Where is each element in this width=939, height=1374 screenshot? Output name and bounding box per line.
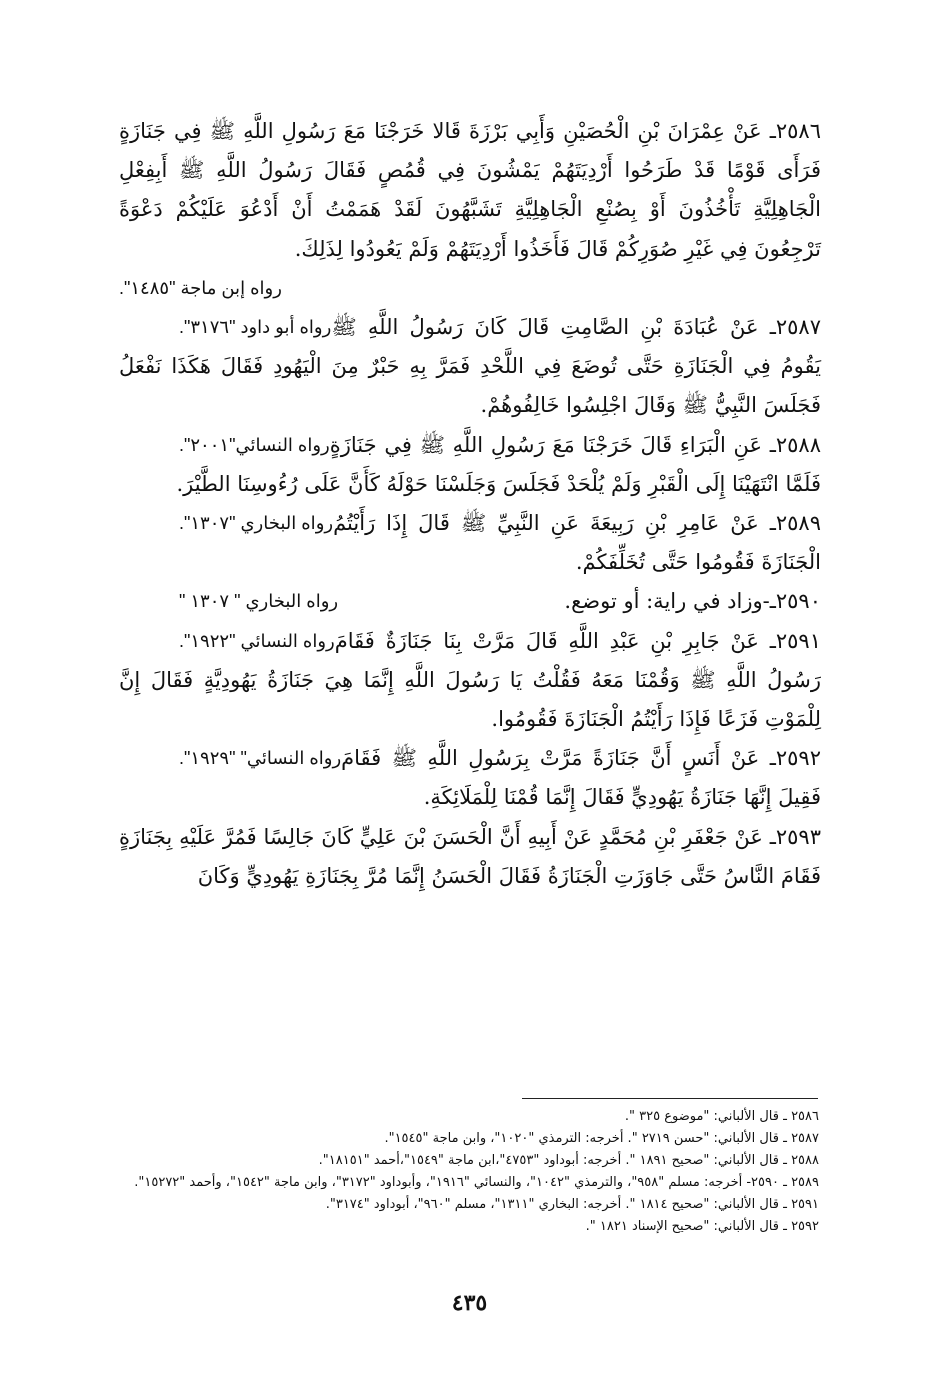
hadith-2593: ٢٥٩٣ـ عَنْ جَعْفَرِ بْنِ مُحَمَّدٍ عَنْ أَبِيهِ أَنَّ الْحَسَنَ بْنَ عَلِيٍّ كَانَ جَالِسًا فَمُرَّ عَلَيْهِ بِجَنَازَةٍ فَقَامَ النَّاسُ حَتَّى جَاوَزَتِ الْجَنَازَةُ فَقَالَ الْحَسَنُ إِنَّمَا مُرَّ بِجَنَازَةِ يَهُودِيٍّ وَكَانَ: [119, 824, 821, 888]
footnote: ٢٥٨٩ ـ ٢٥٩٠- أخرجه: مسلم "٩٥٨"، والترمذي "١٠٤٢"، والنسائي "١٩١٦"، وأبوداود "٣١٧٢"، وابن ماجة "١٥٤٢"، وأحمد "١٥٢٧٢".: [134, 1175, 819, 1190]
hadith-2592: رواه النسائي" "١٩٢٩". ٢٥٩٢ـ عَنْ أَنَسٍ أَنَّ جَنَازَةً مَرَّتْ بِرَسُولِ اللَّهِ ﷺ فَقَامَ فَقِيلَ إِنَّهَا جَنَازَةُ يَهُودِيٍّ فَقَالَ إِنَّمَا قُمْنَا لِلْمَلَائِكَةِ.: [119, 739, 821, 817]
footnote: ٢٥٨٧ ـ قال الألباني: "حسن ٢٧١٩ ". أخرجه: الترمذي "١٠٢٠"، وابن ماجة "١٥٤٥".: [384, 1131, 819, 1146]
footnotes: [119, 1106, 819, 1238]
footnote: ٢٥٩٢ ـ قال الألباني: "صحيح الإسناد ١٨٢١ ".: [585, 1219, 819, 1234]
hadith-source: رواه النسائي"٢٠٠١".: [179, 434, 330, 455]
hadith-2587: رواه أبو داود "٣١٧٦". ٢٥٨٧ـ عَنْ عُبَادَةَ بْنِ الصَّامِتِ قَالَ كَانَ رَسُولُ اللَّهِ ﷺ يَقُومُ فِي الْجَنَازَةِ حَتَّى تُوضَعَ فِي اللَّحْدِ فَمَرَّ بِهِ حَبْرٌ مِنَ الْيَهُودِ فَقَالَ هَكَذَا نَفْعَلُ فَجَلَسَ النَّبِيُّ ﷺ وَقَالَ اجْلِسُوا خَالِفُوهُمْ.: [119, 308, 821, 426]
page-number: ٤٣٥: [451, 1290, 488, 1316]
hadith-source: رواه إبن ماجة "١٤٨٥".: [119, 277, 282, 298]
hadith-2589: رواه البخاري "١٣٠٧". ٢٥٨٩ـ عَنْ عَامِرِ بْنِ رَبِيعَةَ عَنِ النَّبِيِّ ﷺ قَالَ إِذَا رَأَيْتُمُ الْجَنَازَةَ فَقُومُوا حَتَّى تُخَلِّفَكُمْ.: [119, 504, 821, 582]
hadith-source: رواه البخاري " ١٣٠٧ ": [179, 591, 339, 612]
footnote-divider: [522, 1098, 818, 1099]
hadith-2590: رواه البخاري " ١٣٠٧ " ٢٥٩٠ـ-وزاد في راية: أو توضع.: [119, 582, 821, 621]
hadith-2586: ٢٥٨٦ـ عَنْ عِمْرَانَ بْنِ الْحُصَيْنِ وَأَبِي بَرْزَةَ قَالا خَرَجْنَا مَعَ رَسُولِ اللَّهِ ﷺ فِي جَنَازَةٍ فَرَأَى قَوْمًا قَدْ طَرَحُوا أَرْدِيَتَهُمْ يَمْشُونَ فِي قُمُصٍ فَقَالَ رَسُولُ اللَّهِ ﷺ أَبِفِعْلِ الْجَاهِلِيَّةِ تَأْخُذُونَ أَوْ بِصُنْعِ الْجَاهِلِيَّةِ تَشَبَّهُونَ لَقَدْ هَمَمْتُ أَنْ أَدْعُوَ عَلَيْكُمْ دَعْوَةً تَرْجِعُونَ فِي غَيْرِ صُوَرِكُمْ قَالَ فَأَخَذُوا أَرْدِيَتَهُمْ وَلَمْ يَعُودُوا لِذَلِكَ. رواه إبن ماجة "١٤٨٥".: [119, 112, 821, 308]
footnote: ٢٥٨٦ ـ قال الألباني: "موضوع ٣٢٥ ".: [624, 1109, 819, 1124]
hadith-source: رواه البخاري "١٣٠٧".: [179, 513, 334, 534]
hadith-source: رواه أبو داود "٣١٧٦".: [179, 317, 332, 338]
hadith-source: رواه النسائي" "١٩٢٩".: [179, 748, 342, 769]
footnote: ٢٥٩١ ـ قال الألباني: "صحيح ١٨١٤ ". أخرجه: البخاري "١٣١١"، مسلم "٩٦٠"، أبوداود "٣١٧٤".: [325, 1197, 819, 1212]
footnote: ٢٥٨٨ ـ قال الألباني: "صحيح ١٨٩١ ". أخرجه: أبوداود "٤٧٥٣"،ابن ماجة "١٥٤٩"،أحمد "١٨١٥١".: [318, 1153, 819, 1168]
hadith-2588: رواه النسائي"٢٠٠١". ٢٥٨٨ـ عَنِ الْبَرَاءِ قَالَ خَرَجْنَا مَعَ رَسُولِ اللَّهِ ﷺ فِي جَنَازَةٍ فَلَمَّا انْتَهَيْنَا إِلَى الْقَبْرِ وَلَمْ يُلْحَدْ فَجَلَسَ وَجَلَسْنَا حَوْلَهُ كَأَنَّ عَلَى رُءُوسِنَا الطَّيْرَ.: [119, 426, 821, 504]
hadith-list: [119, 112, 821, 896]
hadith-2591: رواه النسائي "١٩٢٢". ٢٥٩١ـ عَنْ جَابِرِ بْنِ عَبْدِ اللَّهِ قَالَ مَرَّتْ بِنَا جَنَازَةٌ فَقَامَ رَسُولُ اللَّهِ ﷺ وَقُمْنَا مَعَهُ فَقُلْتُ يَا رَسُولَ اللَّهِ إِنَّمَا هِيَ جَنَازَةُ يَهُودِيَّةٍ فَقَالَ إِنَّ لِلْمَوْتِ فَزَعًا فَإِذَا رَأَيْتُمُ الْجَنَازَةَ فَقُومُوا.: [119, 622, 821, 740]
hadith-source: رواه النسائي "١٩٢٢".: [179, 630, 335, 651]
